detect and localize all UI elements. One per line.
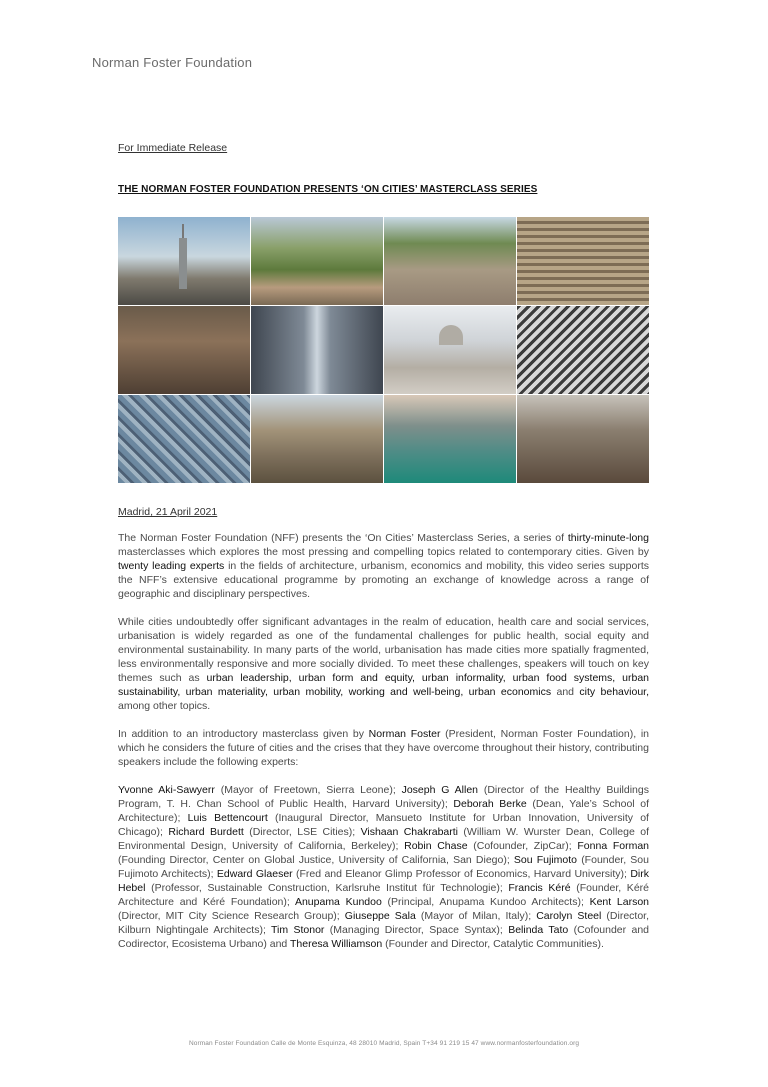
expert-role: (Founder and Director, Catalytic Communities). [382,938,604,950]
photo-skyline-tower [118,217,250,305]
photo-river-market [384,395,516,483]
expert-name: Robin Chase [404,840,468,852]
expert-name: Yvonne Aki-Sawyerr [118,784,215,796]
expert-name: Theresa Williamson [289,938,383,950]
expert-role: (Director, Kilburn Nightingale Architects); [118,910,650,936]
expert-name: Edward Glaeser [216,868,293,880]
date-line: Madrid, 21 April 2021 [118,506,218,518]
photo-bottle-bales [118,395,250,483]
text-run: In addition to an introductory masterclass given by [118,728,369,740]
expert-name: Tim Stonor [271,924,325,936]
expert-role: (Professor, Sustainable Construction, Karlsruhe Institut für Technologie); [145,882,509,894]
photo-apartment-block [517,217,649,305]
expert-name: Dirk Hebel [118,868,649,894]
text-run: The Norman Foster Foundation (NFF) presents the ‘On Cities’ Masterclass Series, a series of [118,532,568,544]
expert-name: Sou Fujimoto [513,854,578,866]
expert-name: Francis Kéré [508,882,571,894]
expert-role: (Mayor of Freetown, Sierra Leone); [214,784,402,796]
photo-skyscraper-canyon [251,306,383,394]
text-run: among other topics. [118,700,211,712]
expert-name: Anupama Kundoo [294,896,382,908]
expert-role: (Mayor of Milan, Italy); [415,910,537,922]
expert-role: (Dean, Yale’s School of Architecture); [118,798,649,824]
expert-role: (Founder, Sou Fujimoto Architects); [118,854,649,880]
highlight-text: urban leadership, urban form and equity, urban informality, urban food systems, urban sustainability, urban materiality, urban mobility, working and well-being, urban economics [118,672,650,698]
highlight-text: twenty leading experts [118,560,225,572]
paragraph-speakers-intro [118,727,649,769]
expert-name: Vishaan Chakrabarti [360,826,459,838]
expert-role: (Director, MIT City Science Research Group); [118,910,345,922]
text-run: and [551,686,580,698]
expert-name: Giuseppe Sala [344,910,416,922]
expert-role: (Director, LSE Cities); [243,826,361,838]
photo-hillside-favela [251,217,383,305]
foundation-logo: Norman Foster Foundation [92,55,253,70]
paragraph-intro [118,531,649,601]
expert-role: (Principal, Anupama Kundoo Architects); [381,896,590,908]
paragraph-themes [118,615,649,713]
expert-role: (Cofounder and Codirector, Ecosistema Urbano) and [118,924,650,950]
expert-name: Kent Larson [589,896,649,908]
expert-role: (Inaugural Director, Mansueto Institute for Urban Innovation, University of Chicago); [118,812,649,838]
expert-role: (Founder, Kéré Architecture and Kéré Foundation); [118,882,649,908]
cathedral-dome [439,325,463,345]
tower-spire [179,238,187,289]
text-run: masterclasses which explores the most pressing and compelling topics related to contemporary cities. Given by [118,546,649,558]
expert-role: (Director of the Healthy Buildings Program, T. H. Chan School of Public Health, Harvard University); [118,784,649,810]
text-run: (President, Norman Foster Foundation), in which he considers the future of cities and the crises that they have overcome throughout their history, contributing speakers include the following experts: [118,728,650,768]
expert-name: Carolyn Steel [536,910,602,922]
expert-name: Fonna Forman [577,840,650,852]
highlight-text: Norman Foster [368,728,441,740]
photo-bridge-cathedral [384,306,516,394]
text-run: in the fields of architecture, urbanism, economics and mobility, this video series supports the NFF’s extensive educational programme by promoting an exchange of knowledge across a range of geographic and disciplinary perspectives. [118,560,649,600]
expert-name: Joseph G Allen [401,784,479,796]
page-footer: Norman Foster Foundation Calle de Monte Esquinza, 48 28010 Madrid, Spain T+34 91 219 15 47 www.normanfosterfoundation.org [188,1040,580,1047]
text-run: While cities undoubtedly offer significant advantages in the realm of education, health care and social services, urbanisation is widely regarded as one of the fundamental challenges for public health, social equity and environmental sustainability. In many parts of the world, urbanisation has made cities more spatially fragmented, less environmentally responsive and more socially divided. To meet these challenges, speakers will touch on key themes such as [118,616,649,684]
paragraph-experts-list [118,783,649,951]
photo-landfill [251,395,383,483]
photo-barren-land [517,395,649,483]
expert-role: (Founding Director, Center on Global Justice, University of California, San Diego); [118,854,514,866]
expert-name: Luis Bettencourt [187,812,268,824]
city-photo-collage [118,217,649,483]
photo-market-street [118,306,250,394]
expert-role: (Managing Director, Space Syntax); [324,924,509,936]
press-headline: THE NORMAN FOSTER FOUNDATION PRESENTS ‘ON CITIES’ MASTERCLASS SERIES [118,184,538,195]
highlight-text: city behaviour, [579,686,649,698]
highlight-text: thirty-minute-long [567,532,649,544]
release-label: For Immediate Release [118,142,228,154]
photo-valley-city [384,217,516,305]
expert-role: (William W. Wurster Dean, College of Environmental Design, University of California, Berkeley); [118,826,649,852]
expert-name: Richard Burdett [168,826,244,838]
expert-name: Belinda Tato [508,924,569,936]
expert-name: Deborah Berke [453,798,527,810]
expert-role: (Cofounder, ZipCar); [467,840,578,852]
expert-role: (Fred and Eleanor Glimp Professor of Economics, Harvard University); [292,868,631,880]
photo-crowd-crossing [517,306,649,394]
